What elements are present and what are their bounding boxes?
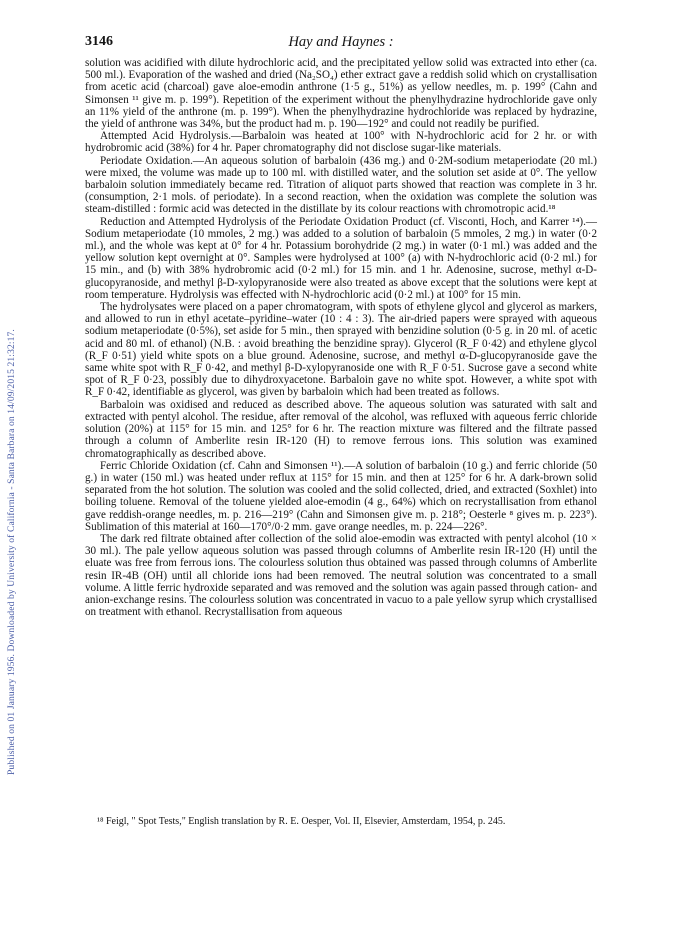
page-header: [85, 34, 597, 54]
download-watermark: Published on 01 January 1956. Downloaded by University of California - Santa Barbara on 14/09/2015 21:32:17.: [6, 329, 17, 775]
paragraph-4: Reduction and Attempted Hydrolysis of the Periodate Oxidation Product (cf. Visconti, Hoch, and Karrer ¹⁴).—Sodium metaperiodate (10 mmoles, 2 mg.) was added to a solution of barbaloin (5 mmoles, 2 mg.) in water (0·2 ml.), and the whole was kept at 0° for 4 hr. Potassium borohydride (2 mg.) in water (0·1 ml.) was added and the yellow solution kept overnight at 0°. Samples were hydrolysed at 100° (a) with N-hydrochloric acid (0·2 ml.) for 15 min., and (b) with 38% hydrobromic acid (0·2 ml.) for 15 min. and 1 hr. Adenosine, sucrose, methyl α-D-glucopyranoside, and methyl β-D-xylopyranoside were also treated as above except that the solutions were kept at room temperature. Hydrolysis was effected with N-hydrochloric acid (0·2 ml.) at 100° for 15 min.: [85, 215, 597, 301]
paragraph-1: solution was acidified with dilute hydrochloric acid, and the precipitated yellow solid was extracted into ether (ca. 500 ml.). Evaporation of the washed and dried (Na₂SO₄) ether extract gave a reddish solid which on crystallisation from acetic acid (charcoal) gave aloe-emodin anthrone (1·5 g., 51%) as yellow needles, m. p. 199° (Cahn and Simonsen ¹¹ give m. p. 199°). Repetition of the experiment without the phenylhydrazine hydrochloride gave only an 11% yield of the anthrone (m. p. 199°). When the phenylhydrazine hydrochloride was replaced by hydrazine, the yield of anthrone was 34%, but the product had m. p. 190—192° and could not readily be purified.: [85, 57, 597, 131]
paragraph-6: Barbaloin was oxidised and reduced as described above. The aqueous solution was saturated with salt and extracted with pentyl alcohol. The residue, after removal of the alcohol, was refluxed with aqueous ferric chloride solution (20%) at 115° for 15 min. and 125° for 6 hr. The reaction mixture was filtered and the filtrate passed through a column of Amberlite resin IR-120 (H) to remove ferrous ions. This solution was examined chromatographically as described above.: [85, 398, 597, 460]
running-title: Hay and Haynes :: [288, 34, 394, 50]
footnote-text: ¹⁸ Feigl, " Spot Tests," English translation by R. E. Oesper, Vol. II, Elsevier, Amsterdam, 1954, p. 245.: [97, 816, 506, 827]
paragraph-8: The dark red filtrate obtained after collection of the solid aloe-emodin was extracted with pentyl alcohol (10 × 30 ml.). The pale yellow aqueous solution was passed through columns of Amberlite resin IR-120 (H) until the eluate was free from ferrous ions. The colourless solution thus obtained was passed through columns of Amberlite resin IR-4B (OH) until all chloride ions had been removed. The neutral solution was concentrated to a small volume. A little ferric hydroxide separated and was removed and the solution was again passed through cation- and anion-exchange resins. The colourless solution was concentrated in vacuo to a pale yellow syrup which crystallised on treatment with ethanol. Recrystallisation from aqueous: [85, 532, 597, 619]
footnote: [85, 816, 597, 828]
paragraph-7: Ferric Chloride Oxidation (cf. Cahn and Simonsen ¹¹).—A solution of barbaloin (10 g.) and ferric chloride (50 g.) in water (150 ml.) was heated under reflux at 115° for 15 min. and then at 125° for 6 hr. A dark-brown solid separated from the hot solution. The solution was cooled and the solid collected, dried, and extracted (Soxhlet) into boiling toluene. Removal of the toluene yielded aloe-emodin (4 g., 64%) which on recrystallisation from ethanol gave reddish-orange needles, m. p. 216—219° (Cahn and Simonsen give m. p. 218°; Oesterle ⁸ gives m. p. 223°). Sublimation of this material at 160—170°/0·2 mm. gave orange needles, m. p. 224—226°.: [85, 459, 597, 533]
paragraph-2: Attempted Acid Hydrolysis.—Barbaloin was heated at 100° with N-hydrochloric acid for 2 hr. or with hydrobromic acid (38%) for 4 hr. Paper chromatography did not disclose sugar-like materials.: [85, 130, 597, 155]
page-number: 3146: [85, 34, 113, 49]
paragraph-3: Periodate Oxidation.—An aqueous solution of barbaloin (436 mg.) and 0·2M-sodium metaperiodate (20 ml.) were mixed, the volume was made up to 100 ml. with distilled water, and the solution set aside at 0°. The yellow barbaloin solution immediately became red. Titration of aliquot parts showed that reaction was complete in 3 hr. (consumption, 2·1 mols. of periodate). In a second reaction, when the oxidation was complete the solution was steam-distilled : formic acid was detected in the distillate by its colour reactions with chromotropic acid.¹⁸: [85, 154, 597, 216]
paragraph-5: The hydrolysates were placed on a paper chromatogram, with spots of ethylene glycol and glycerol as markers, and allowed to run in ethyl acetate–pyridine–water (10 : 4 : 3). The air-dried papers were sprayed with aqueous sodium metaperiodate (0·5%), set aside for 5 min., then sprayed with benzidine solution (0·5 g. in 20 ml. of acetic acid and 80 ml. of ethanol) (N.B. : avoid breathing the benzidine spray). Glycerol (R_F 0·42) and ethylene glycol (R_F 0·51) yield white spots on a blue ground. Adenosine, sucrose, and methyl α-D-glucopyranoside gave the same white spot with R_F 0·42, and methyl β-D-xylopyranoside one with R_F 0·51. Sucrose gave a second white spot of R_F 0·23, possibly due to dihydroxyacetone. Barbaloin gave no white spot. However, a white spot with R_F 0·42, identifiable as glycerol, was given by barbaloin which had been treated as follows.: [85, 301, 597, 399]
article-body: [85, 57, 597, 618]
